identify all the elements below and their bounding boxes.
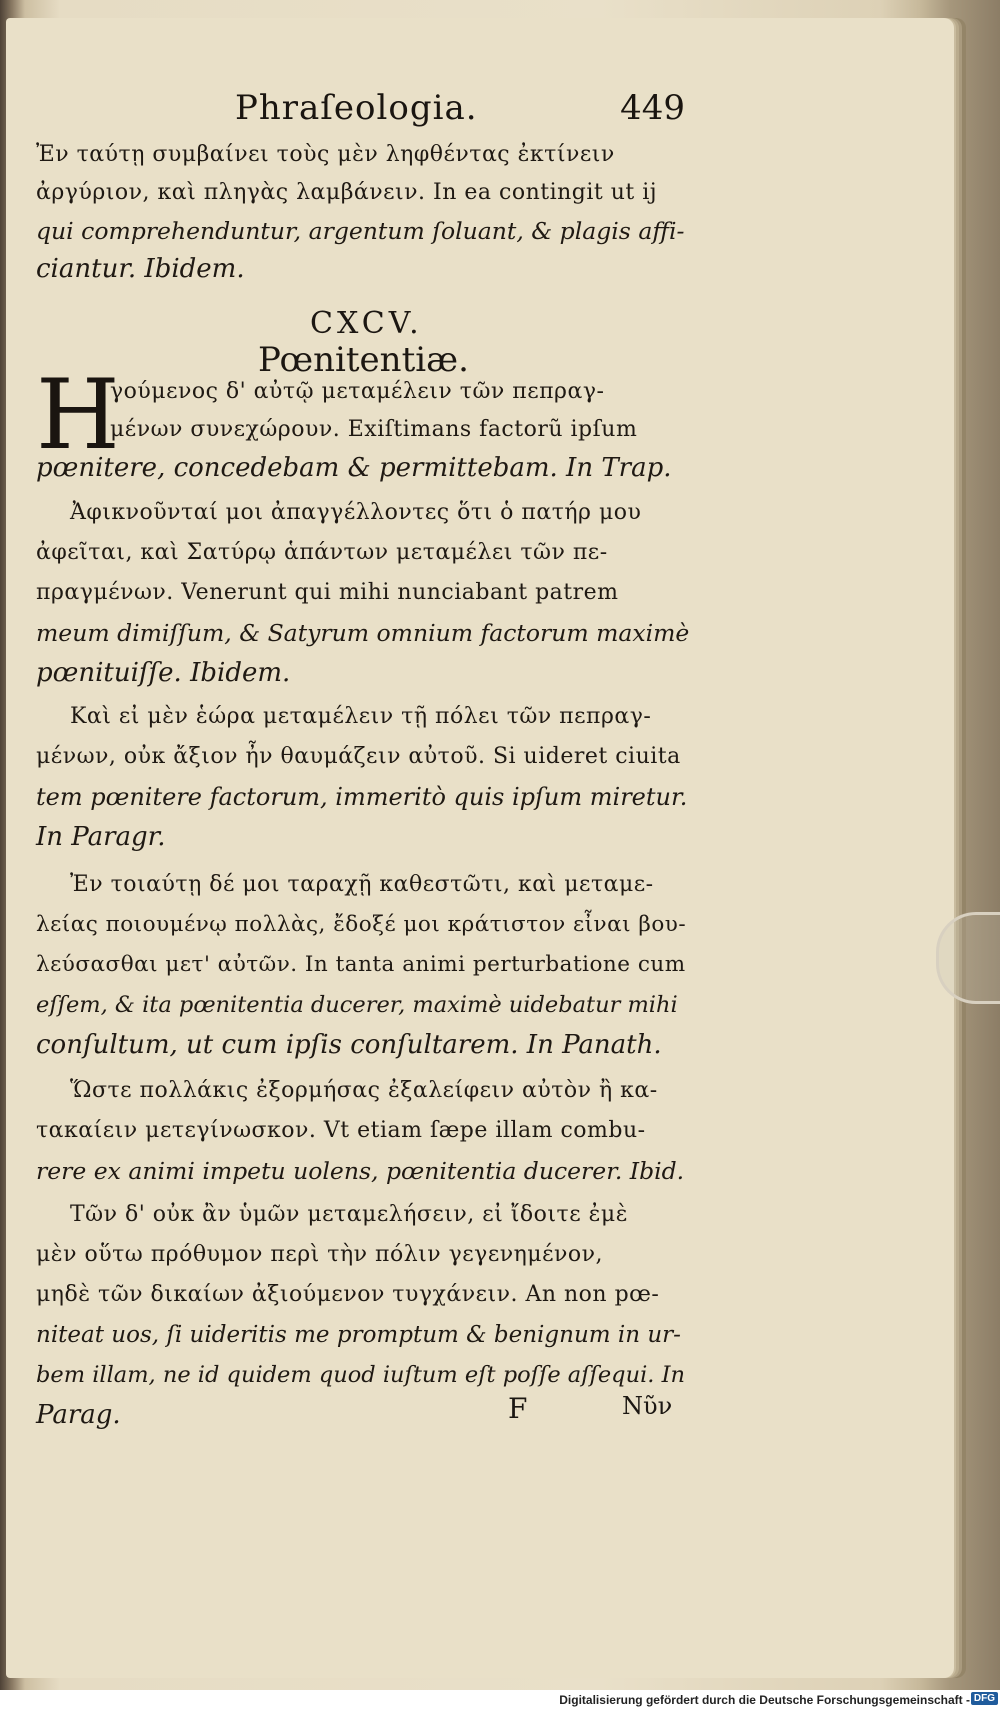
catchword: Νῦν	[622, 1392, 673, 1420]
text-line: ἀργύριον, καὶ πληγὰς λαμβάνειν. In ea contingit ut ij	[36, 180, 658, 205]
running-title: Phraſeologia.	[235, 88, 478, 128]
page-clip-marker	[936, 912, 1000, 1004]
text-line: γούμενος δ' αὐτῷ μεταμέλειν τῶν πεπραγ-	[110, 379, 605, 404]
text-line: πραγμένων. Venerunt qui mihi nunciabant patrem	[36, 580, 619, 605]
text-line: pœnitere, concedebam & permittebam. In Trap.	[36, 453, 672, 483]
text-line: rere ex animi impetu uolens, pœnitentia ducerer. Ibid.	[36, 1157, 685, 1185]
text-line: Parag.	[36, 1400, 121, 1430]
signature-mark: F	[508, 1392, 528, 1425]
page-number: 449	[620, 88, 685, 128]
running-header	[235, 88, 685, 136]
text-line: λείας ποιουμένῳ πολλὰς, ἔδοξέ μοι κράτιστον εἶναι βου-	[36, 912, 687, 937]
section-number: CXCV.	[310, 306, 423, 341]
text-line: μένων, οὐκ ἄξιον ἦν θαυμάζειν αὐτοῦ. Si uideret ciuita	[36, 744, 681, 769]
text-line: μένων συνεχώρουν. Exiſtimans factorũ ipſum	[110, 417, 638, 442]
text-line: eſſem, & ita pœnitentia ducerer, maximè uidebatur mihi	[36, 992, 678, 1018]
text-line: conſultum, ut cum ipſis conſultarem. In Panath.	[36, 1030, 662, 1060]
digitization-credit-bar	[0, 1690, 1000, 1710]
text-line: τακαίειν μετεγίνωσκον. Vt etiam ſæpe illam combu-	[36, 1118, 646, 1143]
text-line: Ἐν τοιαύτῃ δέ μοι ταραχῇ καθεστῶτι, καὶ μεταμε-	[70, 872, 654, 897]
text-line: ciantur. Ibidem.	[36, 254, 245, 284]
section-title: Pœnitentiæ.	[258, 340, 469, 380]
text-line: bem illam, ne id quidem quod iuſtum eſt poſſe aſſequi. In	[36, 1362, 685, 1388]
text-line: tem pœnitere factorum, immeritò quis ipſum miretur.	[36, 783, 688, 811]
credit-text: Digitalisierung gefördert durch die Deutsche Forschungsgemeinschaft -	[559, 1693, 970, 1707]
text-line: μὲν οὕτω πρόθυμον περὶ τὴν πόλιν γεγενημένον,	[36, 1242, 603, 1267]
text-line: pœnituiſſe. Ibidem.	[36, 658, 291, 688]
text-line: Ὥστε πολλάκις ἐξορμήσας ἐξαλείφειν αὐτὸν ἢ κα-	[70, 1078, 658, 1103]
text-line: qui comprehenduntur, argentum ſoluant, & plagis affi-	[36, 217, 685, 245]
text-line: meum dimiſſum, & Satyrum omnium factorum maximè	[36, 619, 690, 647]
dfg-logo: DFG	[971, 1692, 998, 1705]
text-line: Καὶ εἰ μὲν ἑώρα μεταμέλειν τῇ πόλει τῶν πεπραγ-	[70, 704, 652, 729]
text-line: ἀφεῖται, καὶ Σατύρῳ ἁπάντων μεταμέλει τῶν πε-	[36, 540, 608, 565]
text-line: Τῶν δ' οὐκ ἂν ὑμῶν μεταμελήσειν, εἰ ἴδοιτε ἐμὲ	[70, 1202, 629, 1227]
text-line: niteat uos, ſi uideritis me promptum & benignum in ur-	[36, 1322, 681, 1348]
drop-cap-initial: H	[36, 359, 120, 471]
text-line: In Paragr.	[36, 822, 166, 852]
text-line: Ἐν ταύτῃ συμβαίνει τοὺς μὲν ληφθέντας ἐκτίνειν	[36, 142, 615, 167]
text-line: Ἀφικνοῦνταί μοι ἀπαγγέλλοντες ὅτι ὁ πατήρ μου	[70, 500, 642, 525]
text-line: λεύσασθαι μετ' αὐτῶν. In tanta animi perturbatione cum	[36, 952, 686, 977]
text-line: μηδὲ τῶν δικαίων ἀξιούμενον τυγχάνειν. An non pœ-	[36, 1282, 660, 1307]
